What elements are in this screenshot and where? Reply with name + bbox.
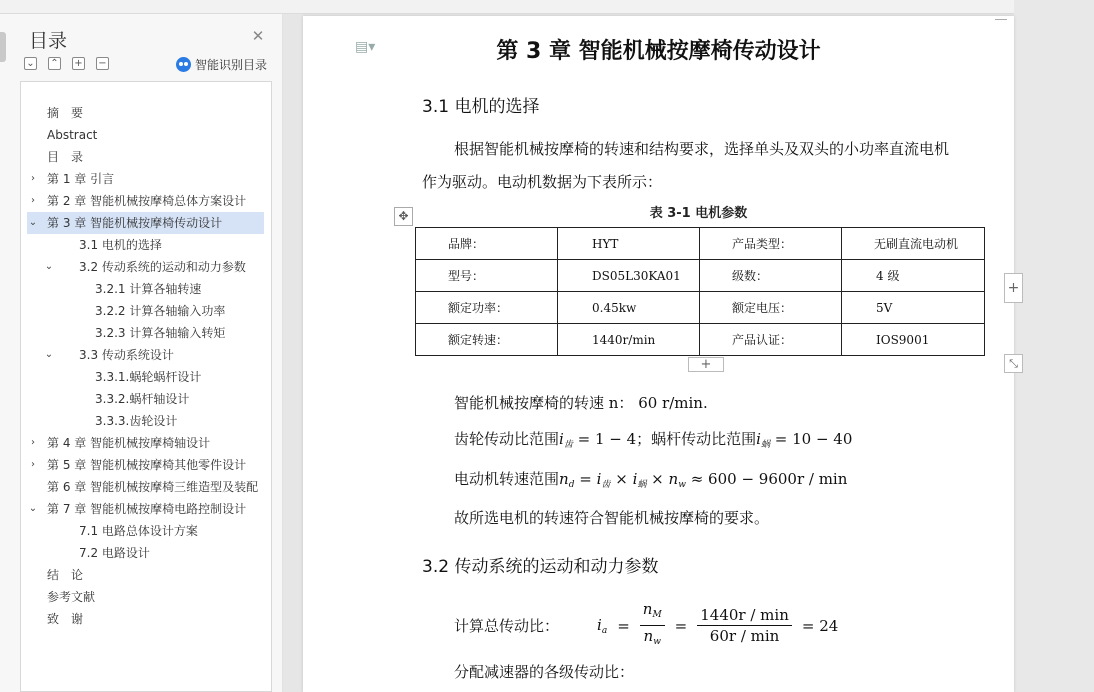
table-value-cell[interactable]: HYT <box>558 228 700 260</box>
toc-list-box <box>20 81 272 692</box>
ratio-mid: ；蜗杆传动比范围 <box>636 430 757 448</box>
paragraph-line: 根据智能机械按摩椅的转速和结构要求，选择单头及双头的小功率直流电机 <box>454 140 950 158</box>
toc-item[interactable] <box>27 608 264 630</box>
toc-item-label: Abstract <box>47 128 98 142</box>
table-value-cell[interactable]: 5V <box>842 292 985 324</box>
table-row <box>416 324 985 356</box>
collapse-all-icon[interactable]: ⌄ <box>24 57 37 70</box>
ratio-line: 齿轮传动比范围$i_齿 = 1 - 4$；蜗杆传动比范围$i_蜗 = 10 - 40$ <box>454 430 853 450</box>
chevron-right-icon[interactable]: › <box>31 437 35 448</box>
toc-item[interactable] <box>27 234 264 256</box>
toc-item-label: 参考文献 <box>47 590 96 604</box>
ratio-prefix: 齿轮传动比范围 <box>454 430 560 448</box>
table-caption: 表 3-1 电机参数 <box>649 206 748 221</box>
toc-item-label: 第 7 章 智能机械按摩椅电路控制设计 <box>47 502 247 516</box>
toc-item-label: 致 谢 <box>47 612 84 626</box>
table-key-cell[interactable]: 产品认证： <box>700 324 842 356</box>
document-icon[interactable]: ▤▾ <box>355 39 376 55</box>
chevron-down-icon[interactable]: ⌄ <box>44 349 54 360</box>
chevron-right-icon[interactable]: › <box>31 195 35 206</box>
toc-title: 目录 <box>29 30 68 52</box>
toc-item[interactable] <box>27 586 264 608</box>
total-ratio-numerator: 1440r / min <box>697 605 792 626</box>
toc-item-label: 3.3.1.蜗轮蜗杆设计 <box>95 370 202 384</box>
expand-all-icon[interactable]: ⌃ <box>48 57 61 70</box>
gear-ratio-range: = 1 − 4 <box>577 430 637 448</box>
toc-item[interactable] <box>27 278 264 300</box>
toc-item-label: 第 4 章 智能机械按摩椅轴设计 <box>47 436 211 450</box>
smart-toc-button[interactable] <box>176 55 267 73</box>
toc-item[interactable] <box>27 564 264 586</box>
total-ratio-denominator: 60r / min <box>709 627 780 645</box>
table-row <box>416 260 985 292</box>
toc-item[interactable] <box>27 124 264 146</box>
toc-item-label: 3.2.2 计算各轴输入功率 <box>95 304 226 318</box>
chevron-right-icon[interactable]: › <box>31 459 35 470</box>
table-key-cell[interactable]: 型号： <box>416 260 558 292</box>
toc-item-label: 第 3 章 智能机械按摩椅传动设计 <box>47 216 223 230</box>
table-value-cell[interactable]: 0.45kw <box>558 292 700 324</box>
total-ratio-label: 计算总传动比： <box>454 617 560 635</box>
toc-item[interactable] <box>27 520 264 542</box>
distribute-line: 分配减速器的各级传动比： <box>454 663 635 681</box>
toc-item[interactable] <box>27 498 264 520</box>
page-corner-mark <box>995 16 1007 20</box>
toc-item-label: 3.1 电机的选择 <box>79 238 162 252</box>
table-key-cell[interactable]: 产品类型： <box>700 228 842 260</box>
toc-item[interactable] <box>27 476 264 498</box>
chevron-down-icon[interactable]: ⌄ <box>44 261 54 272</box>
table-key-cell[interactable]: 品牌： <box>416 228 558 260</box>
total-ratio-line: 计算总传动比： $i_a$ = $\frac{n_M}{n_w}$ = $\frac{1440r / \min}{60r / \min}$ = 24 <box>454 600 839 647</box>
toc-item-label: 第 5 章 智能机械按摩椅其他零件设计 <box>47 458 247 472</box>
toc-item-label: 3.2.3 计算各轴输入转矩 <box>95 326 226 340</box>
toc-item[interactable] <box>27 322 264 344</box>
table-key-cell[interactable]: 额定功率： <box>416 292 558 324</box>
chevron-down-icon[interactable]: ⌄ <box>28 503 38 514</box>
chevron-right-icon[interactable]: › <box>31 173 35 184</box>
toc-item-label: 3.3 传动系统设计 <box>79 348 174 362</box>
table-value-cell[interactable]: 1440r/min <box>558 324 700 356</box>
speed-line: 智能机械按摩椅的转速 n： 60 r/min. <box>454 394 708 412</box>
toc-item[interactable] <box>27 432 264 454</box>
panel-grip[interactable] <box>0 32 6 62</box>
table-value-cell[interactable]: DS05L30KA01 <box>558 260 700 292</box>
table-key-cell[interactable]: 级数： <box>700 260 842 292</box>
toc-item[interactable] <box>27 388 264 410</box>
table-value-cell[interactable]: 4 级 <box>842 260 985 292</box>
toc-item-label: 第 1 章 引言 <box>47 172 115 186</box>
table-value-cell[interactable]: 无刷直流电动机 <box>842 228 985 260</box>
toc-item[interactable] <box>27 212 264 234</box>
table-key-cell[interactable]: 额定转速： <box>416 324 558 356</box>
table-key-cell[interactable]: 额定电压： <box>700 292 842 324</box>
toc-item-label: 3.3.2.蜗杆轴设计 <box>95 392 190 406</box>
toc-item-label: 第 2 章 智能机械按摩椅总体方案设计 <box>47 194 247 208</box>
toc-item-label: 3.2.1 计算各轴转速 <box>95 282 202 296</box>
toc-item[interactable] <box>27 366 264 388</box>
remove-heading-icon[interactable]: − <box>96 57 109 70</box>
paragraph-line: 作为驱动。电动机数据为下表所示： <box>422 173 663 191</box>
table-row <box>416 228 985 260</box>
add-row-button[interactable]: + <box>688 357 724 372</box>
total-ratio-result: = 24 <box>801 616 839 635</box>
chevron-down-icon[interactable]: ⌄ <box>28 217 38 228</box>
table-move-handle-icon[interactable]: ✥ <box>394 207 413 226</box>
toc-item[interactable] <box>27 300 264 322</box>
toc-item[interactable] <box>27 454 264 476</box>
table-value-cell[interactable]: IOS9001 <box>842 324 985 356</box>
toc-item[interactable] <box>27 190 264 212</box>
toc-panel <box>0 14 283 692</box>
toc-item-label: 摘 要 <box>47 106 84 120</box>
toc-item-label: 结 论 <box>47 568 84 582</box>
table-resize-icon[interactable]: ⤡ <box>1004 354 1023 373</box>
section-title-3-2: 3.2 传动系统的运动和动力参数 <box>422 557 659 577</box>
toc-item[interactable] <box>27 168 264 190</box>
toc-item-label: 7.2 电路设计 <box>79 546 150 560</box>
worm-ratio-range: = 10 − 40 <box>774 430 853 448</box>
toc-item-label: 第 6 章 智能机械按摩椅三维造型及装配 <box>47 480 259 494</box>
motor-range-line: 电动机转速范围$n_d = i_齿 \times i_蜗 \times n_w \approx 600 - 9600r / \min$ <box>454 470 848 490</box>
motor-parameters-table <box>415 227 985 356</box>
robot-icon <box>176 57 191 72</box>
add-heading-icon[interactable]: + <box>72 57 85 70</box>
table-row <box>416 292 985 324</box>
toc-item[interactable] <box>27 146 264 168</box>
chapter-title: 第 3 章 智能机械按摩椅传动设计 <box>496 39 821 64</box>
document-page <box>303 16 1020 692</box>
motor-range-expr: ≈ 600 − 9600r / min <box>690 470 848 488</box>
close-icon[interactable]: ✕ <box>251 27 265 45</box>
toc-item-label: 3.3.3.齿轮设计 <box>95 414 178 428</box>
toc-item-label: 3.2 传动系统的运动和动力参数 <box>79 260 246 274</box>
toc-item[interactable] <box>27 410 264 432</box>
toc-item[interactable] <box>27 256 264 278</box>
toc-item-label: 目 录 <box>47 150 84 164</box>
motor-range-prefix: 电动机转速范围 <box>454 470 560 488</box>
document-area <box>283 14 1020 692</box>
toc-item[interactable] <box>27 344 264 366</box>
toc-item[interactable] <box>27 542 264 564</box>
conclusion-line: 故所选电机的转速符合智能机械按摩椅的要求。 <box>454 509 770 527</box>
smart-toc-label: 智能识别目录 <box>195 57 268 72</box>
section-title-3-1: 3.1 电机的选择 <box>422 97 540 117</box>
toc-item[interactable] <box>27 102 264 124</box>
toc-item-label: 7.1 电路总体设计方案 <box>79 524 198 538</box>
add-column-button[interactable]: + <box>1004 273 1023 303</box>
top-ruler <box>0 0 1014 14</box>
